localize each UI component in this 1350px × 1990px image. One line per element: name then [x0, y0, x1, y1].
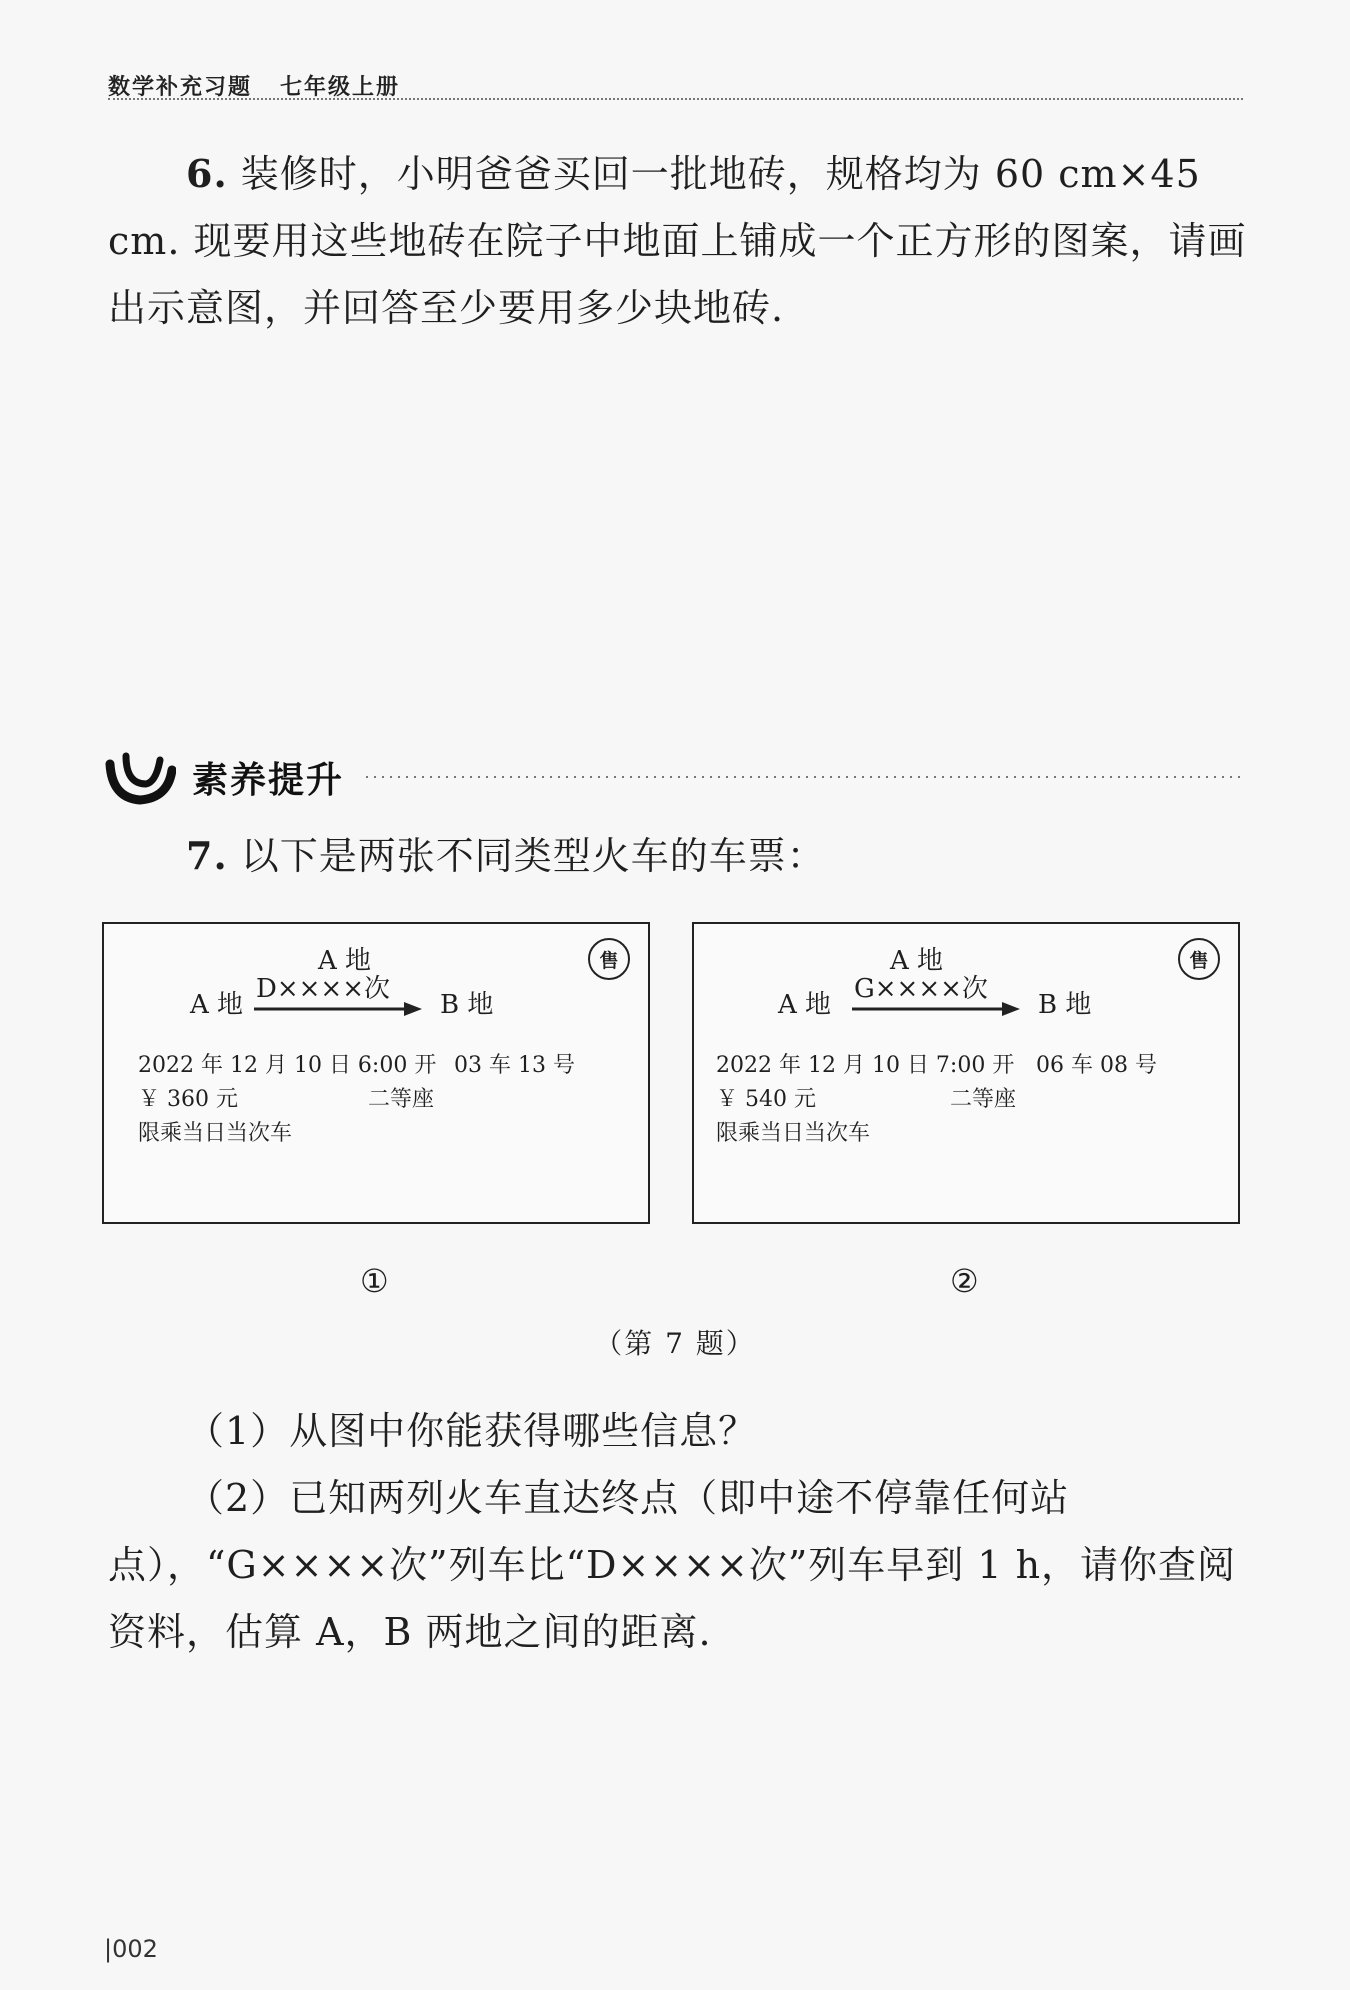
book-title: 数学补充习题: [108, 75, 253, 100]
volume-label: 七年级上册: [280, 75, 401, 100]
ticket-1-note: 限乘当日当次车: [138, 1121, 293, 1146]
section-heading: [104, 748, 1244, 808]
question-7-sub-2: （2）已知两列火车直达终点（即中途不停靠任何站点），“G××××次”列车比“D××××次”列车早到 1 h，请你查阅资料，估算 A，B 两地之间的距离.: [108, 1476, 1237, 1654]
ticket-1-via: A 地: [318, 946, 372, 976]
ticket-2-seat-class: 二等座: [950, 1087, 1017, 1112]
question-7-number: 7.: [186, 833, 228, 878]
arrow-icon: [852, 1000, 1022, 1018]
question-7-sub-1: （1）从图中你能获得哪些信息？: [186, 1409, 758, 1453]
ticket-2-from: A 地: [778, 990, 832, 1020]
ticket-1-to: B 地: [440, 990, 494, 1020]
ticket-1-price: ￥ 360 元: [138, 1087, 238, 1112]
header-rule: [108, 98, 1243, 100]
question-7-intro-text: 以下是两张不同类型火车的车票：: [240, 834, 826, 878]
ticket-1-datetime: 2022 年 12 月 10 日 6:00 开: [138, 1053, 437, 1078]
ticket-1-label: ①: [360, 1262, 389, 1300]
figure-caption: （第 7 题）: [594, 1327, 756, 1360]
question-6: [108, 140, 1248, 342]
running-head: [108, 70, 400, 101]
section-title: 素养提升: [192, 760, 345, 801]
ticket-2: [692, 922, 1240, 1224]
ticket-1-seat-class: 二等座: [368, 1087, 435, 1112]
arrow-icon: [254, 1000, 424, 1018]
question-7-intro: [186, 822, 1246, 890]
ticket-1-train: D××××次: [256, 974, 390, 1004]
ticket-2-label: ②: [950, 1262, 979, 1300]
section-dotted-rule: [366, 772, 1244, 782]
ticket-2-via: A 地: [890, 946, 944, 976]
ticket-2-note: 限乘当日当次车: [716, 1121, 871, 1146]
ticket-1-from: A 地: [190, 990, 244, 1020]
page-number: |002: [104, 1935, 158, 1963]
ticket-2-price: ￥ 540 元: [716, 1087, 816, 1112]
smile-arc-icon: [104, 748, 176, 808]
ticket-1-car-seat: 03 车 13 号: [454, 1053, 575, 1078]
ticket-1: [102, 922, 650, 1224]
ticket-2-to: B 地: [1038, 990, 1092, 1020]
question-6-number: 6.: [186, 151, 228, 196]
ticket-2-train: G××××次: [854, 974, 988, 1004]
ticket-1-sold-mark: 售: [588, 938, 630, 980]
ticket-2-datetime: 2022 年 12 月 10 日 7:00 开: [716, 1053, 1015, 1078]
question-6-text: 装修时，小明爸爸买回一批地砖，规格均为 60 cm×45 cm. 现要用这些地砖在院子中地面上铺成一个正方形的图案，请画出示意图，并回答至少要用多少块地砖.: [108, 152, 1247, 330]
ticket-2-sold-mark: 售: [1178, 938, 1220, 980]
ticket-2-car-seat: 06 车 08 号: [1036, 1053, 1157, 1078]
